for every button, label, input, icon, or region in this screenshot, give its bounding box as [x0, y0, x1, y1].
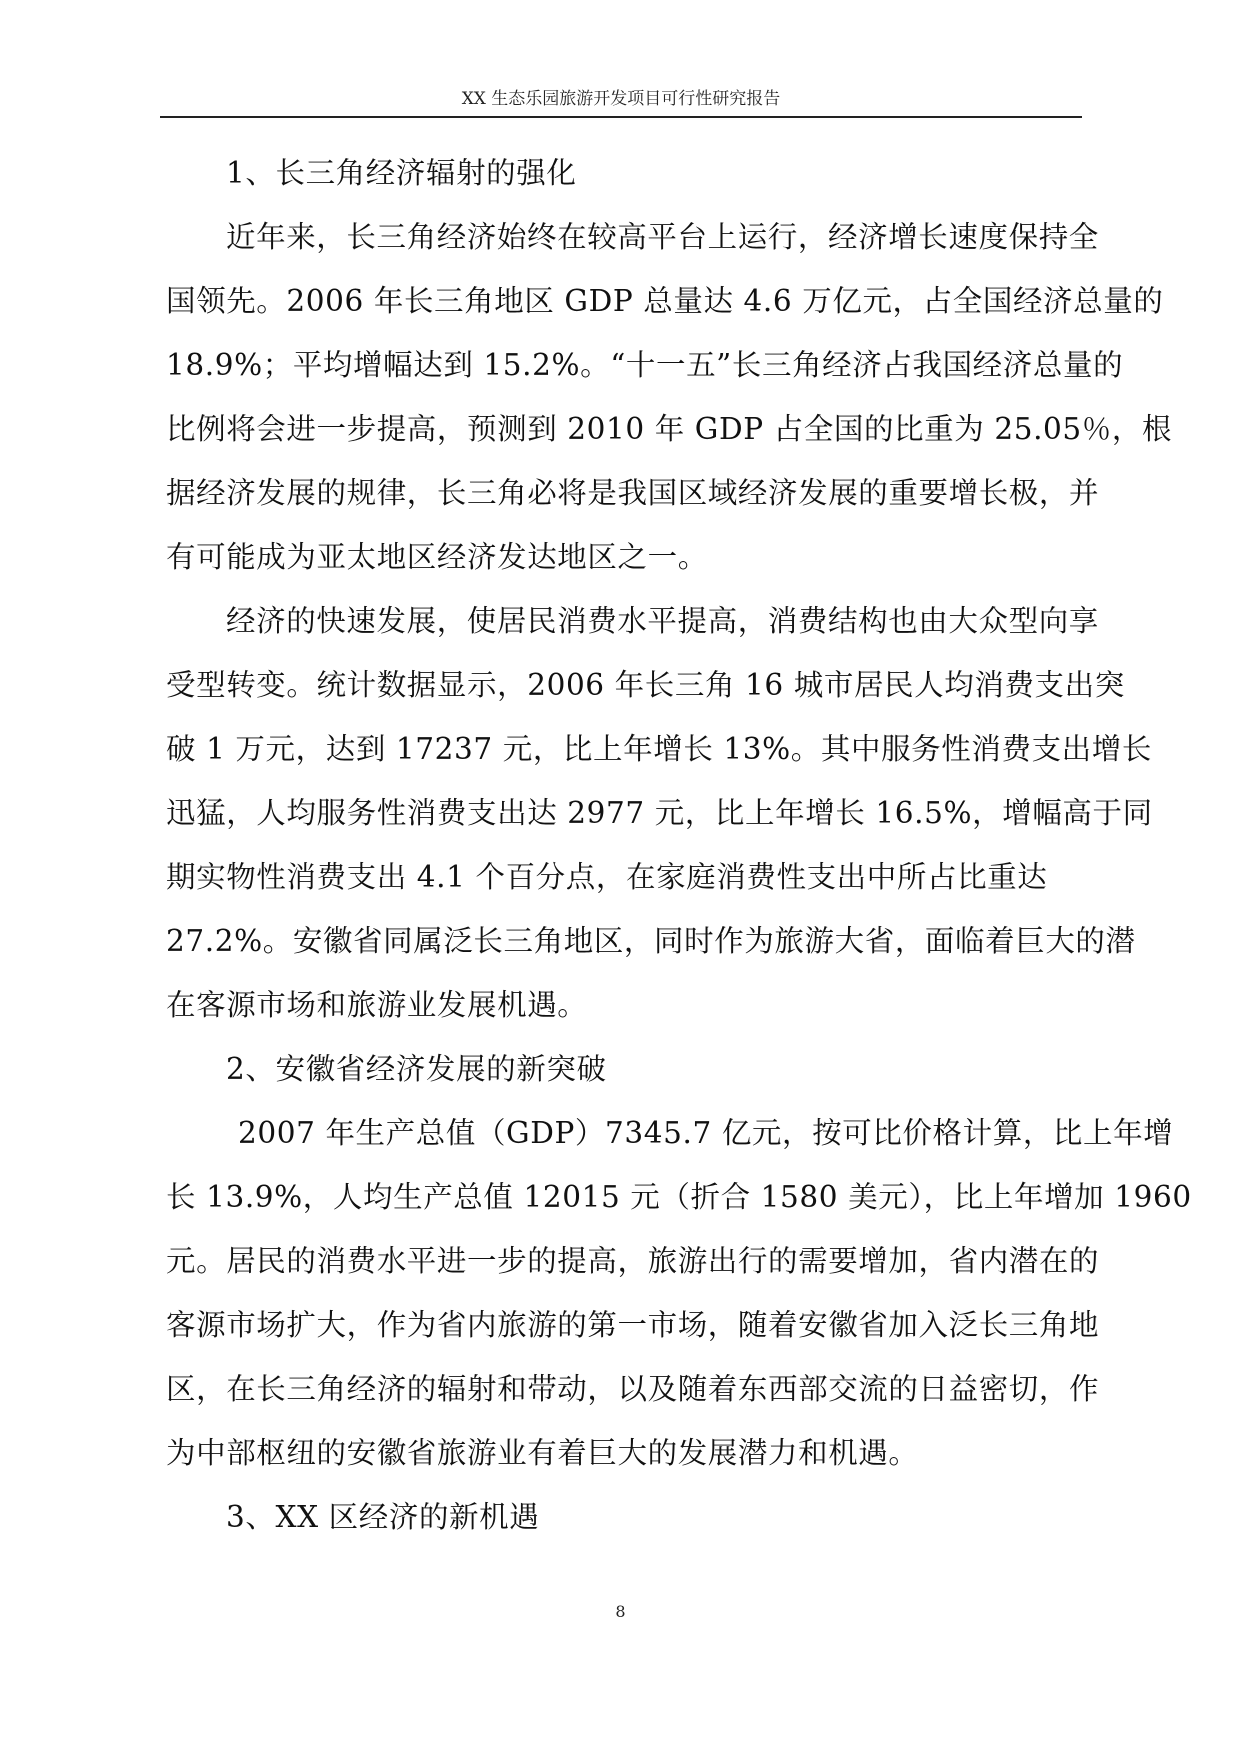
paragraph-line: 区，在长三角经济的辐射和带动，以及随着东西部交流的日益密切，作 — [166, 1372, 1100, 1406]
paragraph-line: 客源市场扩大，作为省内旅游的第一市场，随着安徽省加入泛长三角地 — [166, 1308, 1100, 1342]
section-heading: 1、长三角经济辐射的强化 — [226, 156, 577, 190]
paragraph-line: 据经济发展的规律，长三角必将是我国区域经济发展的重要增长极，并 — [166, 476, 1100, 510]
paragraph-line: 18.9%；平均增幅达到 15.2%。“十一五”长三角经济占我国经济总量的 — [166, 348, 1124, 382]
paragraph-line: 破 1 万元，达到 17237 元，比上年增长 13%。其中服务性消费支出增长 — [166, 732, 1152, 766]
paragraph-line: 有可能成为亚太地区经济发达地区之一。 — [166, 540, 708, 574]
paragraph-line: 国领先。2006 年长三角地区 GDP 总量达 4.6 万亿元，占全国经济总量的 — [166, 284, 1164, 318]
document-body — [166, 156, 1192, 1564]
section-heading: 2、安徽省经济发展的新突破 — [226, 1052, 607, 1086]
paragraph-line: 在客源市场和旅游业发展机遇。 — [166, 988, 588, 1022]
section-heading: 3、XX 区经济的新机遇 — [226, 1500, 540, 1534]
paragraph-line: 比例将会进一步提高，预测到 2010 年 GDP 占全国的比重为 25.05％，根 — [166, 412, 1173, 446]
paragraph-line: 期实物性消费支出 4.1 个百分点，在家庭消费性支出中所占比重达 — [166, 860, 1048, 894]
page-number: 8 — [615, 1602, 626, 1621]
paragraph-line: 迅猛，人均服务性消费支出达 2977 元，比上年增长 16.5%，增幅高于同 — [166, 796, 1153, 830]
paragraph-line: 经济的快速发展，使居民消费水平提高，消费结构也由大众型向享 — [226, 604, 1099, 638]
paragraph-line: 27.2%。安徽省同属泛长三角地区，同时作为旅游大省，面临着巨大的潜 — [166, 924, 1136, 958]
paragraph-line: 元。居民的消费水平进一步的提高，旅游出行的需要增加，省内潜在的 — [166, 1244, 1100, 1278]
paragraph-line: 受型转变。统计数据显示，2006 年长三角 16 城市居民人均消费支出突 — [166, 668, 1125, 702]
paragraph-line: 长 13.9%，人均生产总值 12015 元（折合 1580 美元），比上年增加 1960 — [166, 1180, 1192, 1214]
paragraph-line: 近年来，长三角经济始终在较高平台上运行，经济增长速度保持全 — [226, 220, 1099, 254]
running-header: XX 生态乐园旅游开发项目可行性研究报告 — [160, 82, 1082, 118]
paragraph-line: 为中部枢纽的安徽省旅游业有着巨大的发展潜力和机遇。 — [166, 1436, 919, 1470]
paragraph-line: 2007 年生产总值（GDP）7345.7 亿元，按可比价格计算，比上年增 — [238, 1116, 1174, 1150]
